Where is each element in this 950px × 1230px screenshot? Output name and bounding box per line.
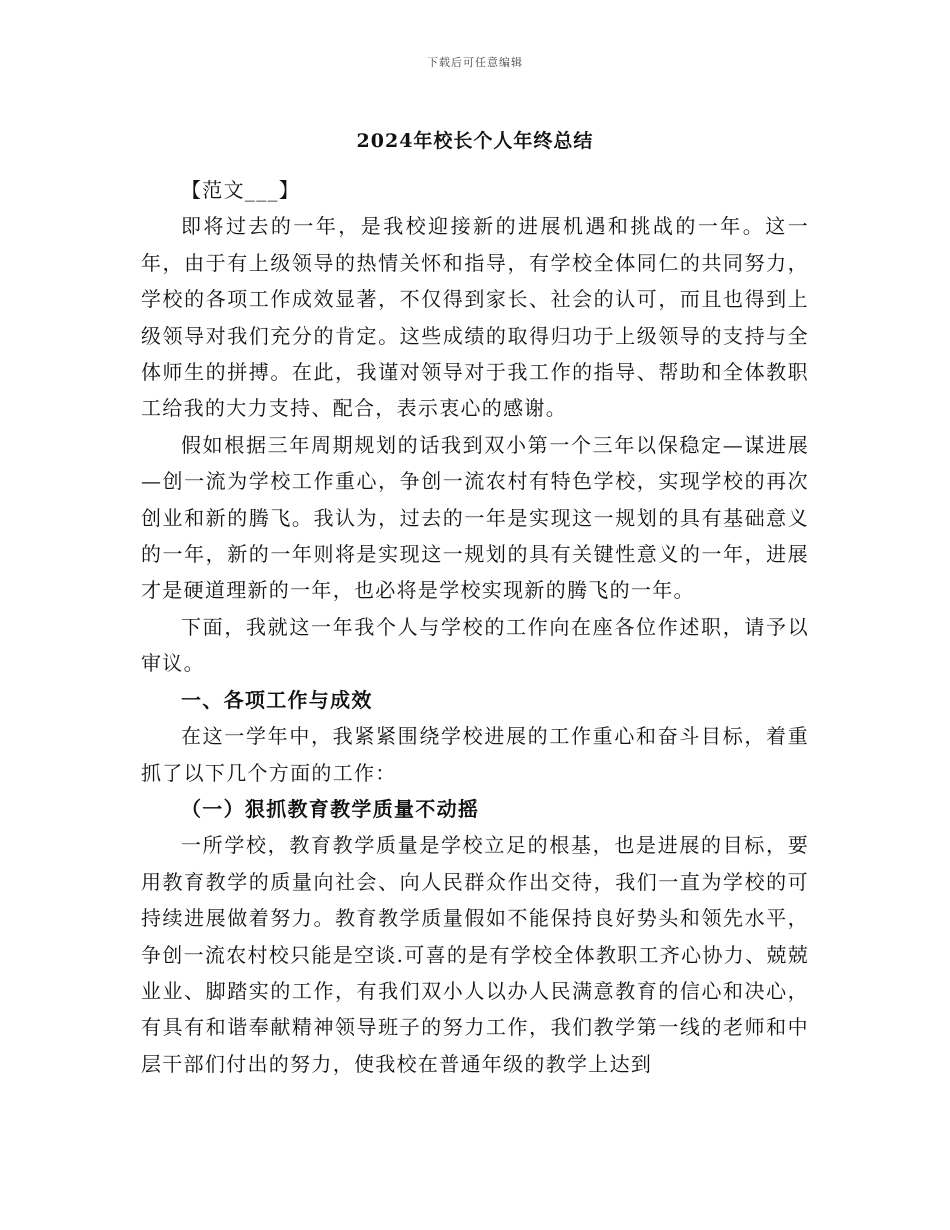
paragraph-intro: 即将过去的一年，是我校迎接新的进展机遇和挑战的一年。这一年，由于有上级领导的热情关怀和指导，有学校全体同仁的共同努力，学校的各项工作成效显著，不仅得到家长、社会的认可，而且也得到上级领导对我们充分的肯定。这些成绩的取得归功于上级领导的支持与全体师生的拼搏。在此，我谨对领导对于我工作的指导、帮助和全体教职工给我的大力支持、配合，表示衷心的感谢。: [141, 214, 809, 421]
document-title: 2024年校长个人年终总结: [356, 130, 594, 152]
paragraph-plan: 假如根据三年周期规划的话我到双小第一个三年以保稳定—谋进展—创一流为学校工作重心，争创一流农村有特色学校，实现学校的再次创业和新的腾飞。我认为，过去的一年是实现这一规划的具有基础意义的一年，新的一年则将是实现这一规划的具有关键性意义的一年，进展才是硬道理新的一年，也必将是学校实现新的腾飞的一年。: [141, 432, 809, 603]
paragraph-report: 下面，我就这一年我个人与学校的工作向在座各位作述职，请予以审议。: [141, 614, 809, 676]
subsection-heading-teaching-quality: （一）狠抓教育教学质量不动摇: [181, 796, 480, 821]
page-header-note: 下载后可任意编辑: [427, 56, 523, 69]
section-intro-paragraph: 在这一学年中，我紧紧围绕学校进展的工作重心和奋斗目标，着重抓了以下几个方面的工作：: [141, 724, 809, 785]
subsection-body-paragraph: 一所学校，教育教学质量是学校立足的根基，也是进展的目标，要用教育教学的质量向社会、向人民群众作出交待，我们一直为学校的可持续进展做着努力。教育教学质量假如不能保持良好势头和领先水平，争创一流农村校只能是空谈.可喜的是有学校全体教职工齐心协力、兢兢业业、脚踏实的工作，有我们双小人以办人民满意教育的信心和决心，有具有和谐奉献精神领导班子的努力工作，我们教学第一线的老师和中层干部们付出的努力，使我校在普通年级的教学上达到: [141, 833, 809, 1076]
template-label: 【范文___】: [181, 178, 301, 202]
section-heading-work-results: 一、各项工作与成效: [181, 687, 373, 712]
document-body: [141, 172, 809, 1082]
